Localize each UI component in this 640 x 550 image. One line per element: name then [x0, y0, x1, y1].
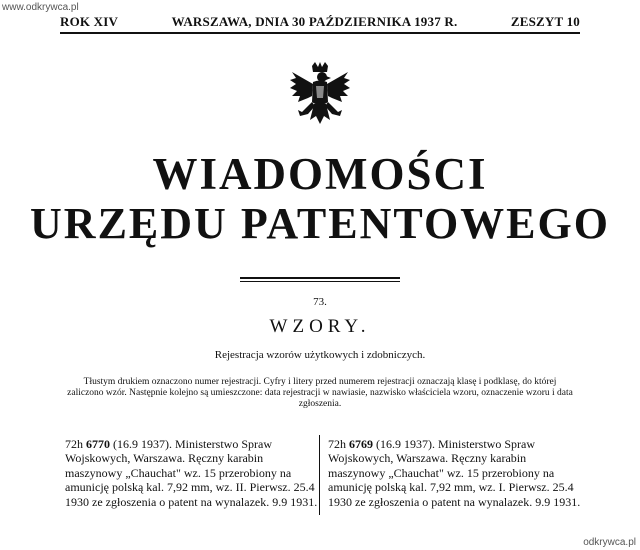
entry-number: 6769 [349, 437, 373, 451]
section-number: 73. [313, 296, 327, 308]
issue-date: WARSZAWA, DNIA 30 PAŹDZIERNIKA 1937 R. [171, 14, 458, 29]
watermark-bottom: odkrywca.pl [583, 537, 636, 548]
entry-left [65, 437, 320, 509]
journal-title-line1: WIADOMOŚCI [152, 149, 488, 199]
entry-text: (16.9 1937). Ministerstwo Spraw Wojskowych, Warszawa. Ręczny karabin maszynowy „Chauchat" wz. 15 przerobiony na amunicję polską kal. 7,92 mm, wz. II. Pierwsz. 25.4 1930 ze zgłoszenia o patent na wynalazek. 9.9 1931. [65, 437, 318, 509]
issue-label: ZESZYT 10 [510, 14, 580, 29]
section-subtitle: Rejestracja wzorów użytkowych i zdobniczych. [214, 349, 426, 361]
volume-label: ROK XIV [60, 14, 119, 29]
section-title: WZORY. [269, 316, 371, 337]
entry-class: 72h [328, 437, 346, 451]
journal-header [60, 14, 580, 34]
entry-right [328, 437, 583, 509]
entry-class: 72h [65, 437, 83, 451]
journal-title-line2: URZĘDU PATENTOWEGO [30, 199, 610, 248]
column-divider [319, 435, 320, 515]
divider-rule-thin [240, 281, 400, 282]
entry-text: (16.9 1937). Ministerstwo Spraw Wojskowych, Warszawa. Ręczny karabin maszynowy „Chauchat" wz. 15 przerobiony na amunicję polską kal. 7,92 mm, wz. I. Pierwsz. 25.4 1930 ze zgłoszenia o patent na wynalazek. 9.9 1931. [328, 437, 581, 509]
explanatory-note: Tłustym drukiem oznaczono numer rejestracji. Cyfry i litery przed numerem rejestracji oznaczają klasę i podklasę, do której zaliczono wzór. Następnie kolejno są umieszczone: data rejestracji w nawiasie, nazwisko właściciela wzoru, oznaczenie wzoru i data zgłoszenia. [67, 377, 573, 409]
watermark-top: www.odkrywca.pl [2, 2, 79, 13]
entry-number: 6770 [86, 437, 110, 451]
divider-rule [240, 277, 400, 279]
eagle-emblem-icon [288, 62, 352, 136]
